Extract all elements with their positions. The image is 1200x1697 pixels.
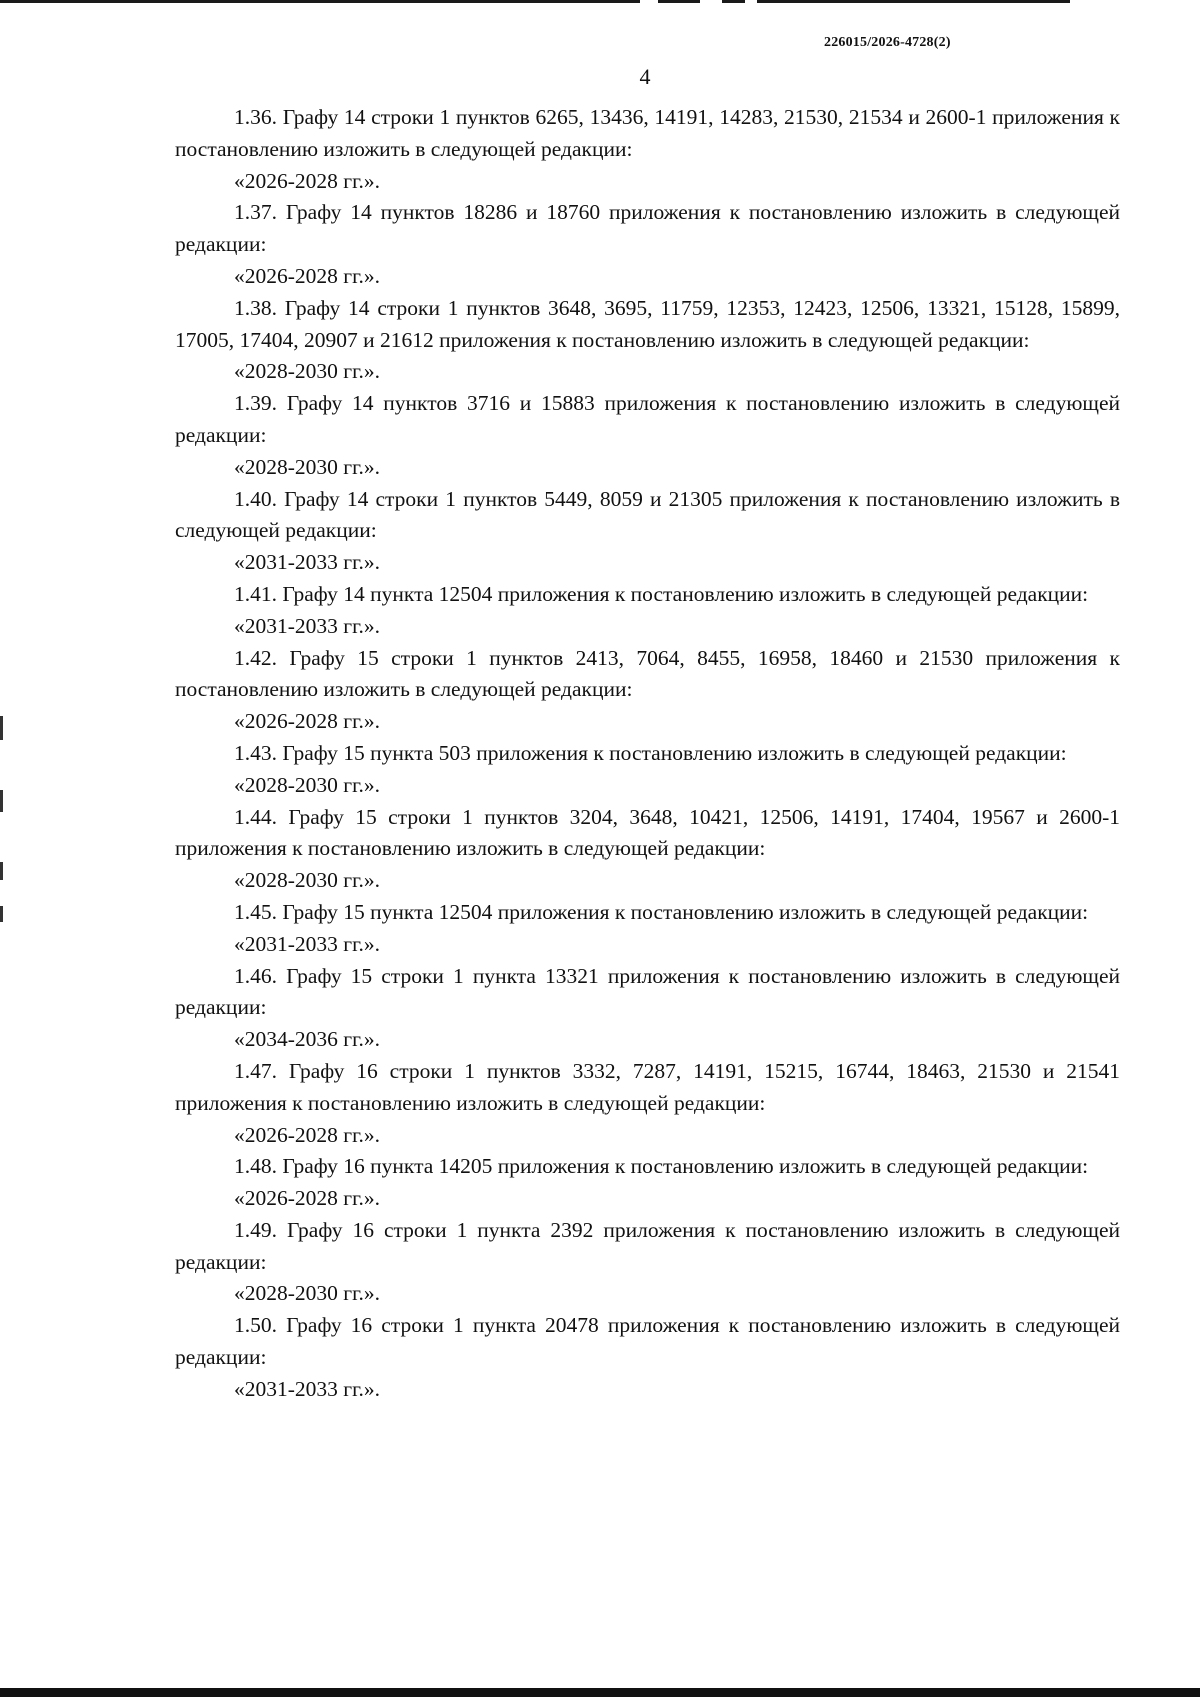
- clause-text: 1.46. Графу 15 строки 1 пункта 13321 приложения к постановлению изложить в следующей редакции:: [175, 963, 1120, 1020]
- scan-edge-bottom: [0, 1688, 1200, 1697]
- clause-replacement: «2031-2033 гг.».: [234, 1376, 380, 1401]
- clause-text: 1.37. Графу 14 пунктов 18286 и 18760 приложения к постановлению изложить в следующей редакции:: [175, 200, 1120, 257]
- clause-text: 1.36. Графу 14 строки 1 пунктов 6265, 13436, 14191, 14283, 21530, 21534 и 2600-1 приложения к постановлению изложить в следующей редакции:: [175, 105, 1120, 161]
- scan-edge-gap: [640, 0, 658, 3]
- clause-replacement: «2026-2028 гг.».: [234, 263, 380, 288]
- clause-text: 1.44. Графу 15 строки 1 пунктов 3204, 3648, 10421, 12506, 14191, 17404, 19567 и 2600-1 приложения к постановлению изложить в следующей редакции:: [175, 804, 1120, 861]
- clause-text: 1.50. Графу 16 строки 1 пункта 20478 приложения к постановлению изложить в следующей редакции:: [175, 1313, 1120, 1370]
- clause-replacement: «2028-2030 гг.».: [234, 454, 380, 479]
- clause-replacement: «2031-2033 гг.».: [234, 550, 380, 575]
- scan-margin-mark: [0, 862, 3, 880]
- clause-replacement: «2026-2028 гг.».: [234, 1122, 380, 1147]
- clause-replacement: «2028-2030 гг.».: [234, 868, 380, 893]
- scan-margin-mark: [0, 906, 3, 922]
- clause-replacement: «2026-2028 гг.».: [234, 1186, 380, 1211]
- clause-replacement: «2028-2030 гг.».: [234, 772, 380, 797]
- clause-text: 1.49. Графу 16 строки 1 пункта 2392 приложения к постановлению изложить в следующей редакции:: [175, 1217, 1120, 1274]
- clause-text: 1.47. Графу 16 строки 1 пунктов 3332, 7287, 14191, 15215, 16744, 18463, 21530 и 21541 приложения к постановлению изложить в следующей редакции:: [175, 1058, 1120, 1115]
- clause-replacement: «2028-2030 гг.».: [234, 1281, 380, 1306]
- clause-replacement: «2026-2028 гг.».: [234, 709, 380, 734]
- clause-text: 1.42. Графу 15 строки 1 пунктов 2413, 7064, 8455, 16958, 18460 и 21530 приложения к постановлению изложить в следующей редакции:: [175, 645, 1120, 702]
- clause-replacement: «2026-2028 гг.».: [234, 168, 380, 193]
- scan-edge-top: [0, 0, 1070, 3]
- clause-replacement: «2031-2033 гг.».: [234, 931, 380, 956]
- clause-text: 1.40. Графу 14 строки 1 пунктов 5449, 8059 и 21305 приложения к постановлению изложить в следующей редакции:: [175, 486, 1120, 543]
- document-body: [175, 102, 1120, 1406]
- page-number: 4: [639, 64, 651, 89]
- clause-replacement: «2034-2036 гг.».: [234, 1027, 380, 1052]
- clause-text: 1.38. Графу 14 строки 1 пунктов 3648, 3695, 11759, 12353, 12423, 12506, 13321, 15128, 15899, 17005, 17404, 20907 и 21612 приложения к постановлению изложить в следующей редакции:: [175, 295, 1120, 352]
- clause-text: 1.41. Графу 14 пункта 12504 приложения к постановлению изложить в следующей редакции:: [234, 581, 1089, 606]
- clause-replacement: «2028-2030 гг.».: [234, 359, 380, 384]
- document-reference-number: 226015/2026-4728(2): [824, 35, 951, 50]
- scan-margin-mark: [0, 790, 3, 812]
- scan-edge-gap: [700, 0, 722, 3]
- scan-edge-gap: [745, 0, 757, 3]
- clause-text: 1.48. Графу 16 пункта 14205 приложения к постановлению изложить в следующей редакции:: [234, 1154, 1089, 1179]
- clause-text: 1.43. Графу 15 пункта 503 приложения к постановлению изложить в следующей редакции:: [234, 740, 1067, 765]
- clause-replacement: «2031-2033 гг.».: [234, 613, 380, 638]
- clause-text: 1.39. Графу 14 пунктов 3716 и 15883 приложения к постановлению изложить в следующей редакции:: [175, 391, 1120, 447]
- scan-margin-mark: [0, 716, 3, 740]
- clause-text: 1.45. Графу 15 пункта 12504 приложения к постановлению изложить в следующей редакции:: [234, 899, 1089, 924]
